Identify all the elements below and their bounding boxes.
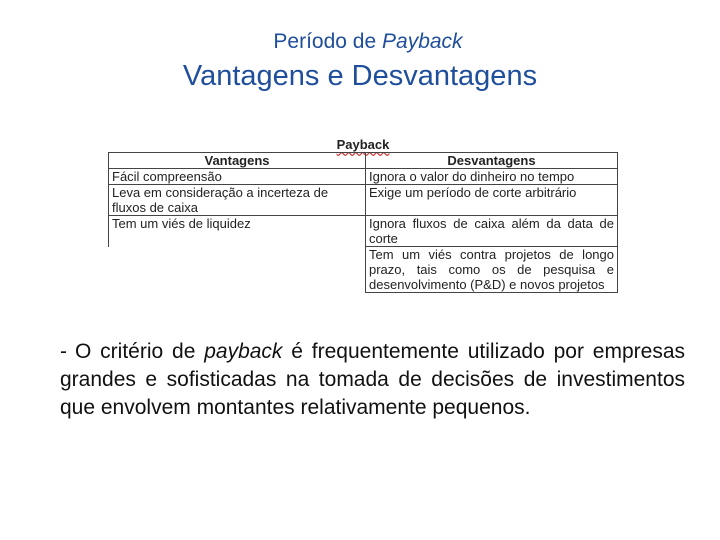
disadvantage-cell: Exige um período de corte arbitrário xyxy=(366,185,618,216)
body-paragraph xyxy=(60,338,685,422)
body-text-italic: payback xyxy=(204,340,283,363)
advantage-cell xyxy=(109,247,366,293)
body-text-part2: é frequentemente utilizado por empresas grandes e sofisticadas na tomada de decisões de investimentos que envolvem montantes relativamente pequenos. xyxy=(60,340,685,419)
advantage-cell: Fácil compreensão xyxy=(109,169,366,185)
subtitle-italic-text: Payback xyxy=(382,30,463,53)
payback-table xyxy=(108,152,618,293)
header-disadvantages: Desvantagens xyxy=(366,153,618,169)
table-row xyxy=(109,169,618,185)
table-title: Payback xyxy=(336,137,390,152)
body-text-part1: O critério de xyxy=(75,340,205,363)
subtitle-text: Período de xyxy=(273,30,383,53)
disadvantage-cell: Ignora o valor do dinheiro no tempo xyxy=(366,169,618,185)
slide-subtitle xyxy=(0,30,720,54)
header-advantages: Vantagens xyxy=(109,153,366,169)
slide-title: Vantagens e Desvantagens xyxy=(182,60,538,92)
disadvantage-cell: Ignora fluxos de caixa além da data de corte xyxy=(366,216,618,247)
bullet-dash: - xyxy=(60,340,67,363)
table-row xyxy=(109,247,618,293)
payback-table-image xyxy=(108,137,618,321)
advantage-cell: Leva em consideração a incerteza de fluxos de caixa xyxy=(109,185,366,216)
disadvantage-cell: Tem um viés contra projetos de longo prazo, tais como os de pesquisa e desenvolvimento (P&D) e novos projetos xyxy=(366,247,618,293)
table-row xyxy=(109,216,618,247)
advantage-cell: Tem um viés de liquidez xyxy=(109,216,366,247)
table-header-row xyxy=(109,153,618,169)
table-row xyxy=(109,185,618,216)
